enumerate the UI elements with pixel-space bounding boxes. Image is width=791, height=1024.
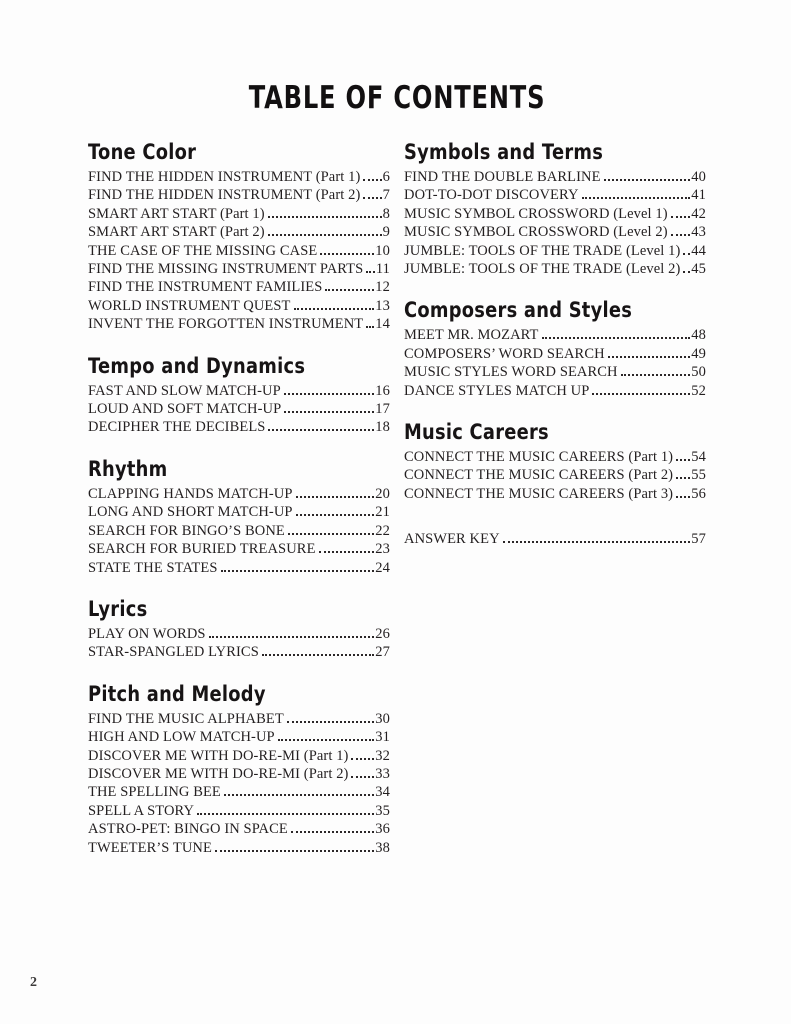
toc-entry [88, 559, 390, 577]
entry-page-number: 16 [375, 382, 390, 399]
dot-leader [209, 636, 375, 638]
toc-section [88, 353, 390, 437]
dot-leader [294, 308, 375, 310]
dot-leader [542, 337, 691, 339]
entry-page-number: 43 [691, 224, 706, 241]
toc-entry [88, 382, 390, 400]
section-heading: Music Careers [404, 420, 549, 445]
dot-leader [268, 429, 374, 431]
toc-entry [88, 400, 390, 418]
toc-entry [404, 363, 706, 381]
entry-title: TWEETER’S TUNE [88, 839, 212, 856]
dot-leader [197, 813, 374, 815]
entry-page-number: 50 [691, 364, 706, 381]
dot-leader [351, 776, 374, 778]
toc-section [88, 596, 390, 662]
entry-title: SEARCH FOR BURIED TREASURE [88, 541, 316, 558]
entry-title: STAR-SPANGLED LYRICS [88, 644, 259, 661]
entry-title: DECIPHER THE DECIBELS [88, 419, 266, 436]
toc-entry [404, 382, 706, 400]
entry-title: COMPOSERS’ WORD SEARCH [404, 345, 605, 362]
toc-entry [404, 186, 706, 204]
entry-title: CONNECT THE MUSIC CAREERS (Part 1) [404, 449, 674, 466]
dot-leader [278, 739, 375, 741]
entry-title: THE CASE OF THE MISSING CASE [88, 242, 318, 259]
section-heading: Symbols and Terms [404, 140, 604, 164]
dot-leader [621, 374, 691, 376]
toc-entry [88, 186, 390, 204]
entry-page-number: 34 [375, 784, 390, 801]
toc-entry [88, 485, 390, 503]
toc-entry [88, 315, 390, 333]
entry-title: FIND THE HIDDEN INSTRUMENT (Part 2) [88, 187, 361, 204]
toc-entry [404, 168, 706, 186]
section-heading: Tempo and Dynamics [88, 353, 306, 378]
toc-entry [88, 710, 390, 728]
toc-entry [88, 747, 390, 765]
dot-leader [284, 393, 375, 395]
toc-section [88, 681, 390, 857]
entry-page-number: 24 [375, 559, 390, 576]
entry-title: DANCE STYLES MATCH UP [404, 382, 590, 399]
dot-leader [268, 216, 382, 218]
entry-title: CONNECT THE MUSIC CAREERS (Part 3) [404, 485, 674, 502]
toc-entry [88, 503, 390, 521]
entry-title: DISCOVER ME WITH DO-RE-MI (Part 2) [88, 765, 349, 782]
entry-page-number: 7 [382, 187, 390, 204]
toc-entry [88, 643, 390, 661]
entry-page-number: 21 [375, 504, 390, 521]
dot-leader [296, 496, 375, 498]
entry-title: HIGH AND LOW MATCH-UP [88, 729, 275, 746]
entry-page-number: 54 [691, 449, 706, 466]
entry-page-number: 27 [375, 644, 390, 661]
entry-page-number: 11 [375, 261, 390, 278]
page-title: TABLE OF CONTENTS [248, 80, 546, 116]
entry-page-number: 8 [382, 205, 390, 222]
entry-title: FIND THE MUSIC ALPHABET [88, 710, 284, 727]
entry-page-number: 33 [375, 765, 390, 782]
dot-leader [268, 234, 382, 236]
toc-entry [404, 345, 706, 363]
dot-leader [366, 271, 375, 273]
toc-entry [404, 326, 706, 344]
dot-leader [291, 831, 374, 833]
toc-entry [88, 418, 390, 436]
entry-title: LONG AND SHORT MATCH-UP [88, 504, 293, 521]
entry-page-number: 9 [382, 224, 390, 241]
toc-section [404, 139, 706, 278]
dot-leader [503, 541, 691, 543]
toc-entry [404, 205, 706, 223]
dot-leader [296, 514, 375, 516]
section-heading: Pitch and Melody [88, 681, 266, 706]
toc-entry [88, 765, 390, 783]
dot-leader [325, 289, 374, 291]
entry-page-number: 20 [375, 485, 390, 502]
toc-section [88, 456, 390, 577]
entry-page-number: 12 [375, 279, 390, 296]
dot-leader [320, 253, 374, 255]
dot-leader [284, 411, 374, 413]
toc-section [404, 419, 706, 503]
toc-entry [404, 242, 706, 260]
dot-leader [288, 533, 374, 535]
entry-title: INVENT THE FORGOTTEN INSTRUMENT [88, 316, 364, 333]
entry-page-number: 18 [375, 419, 390, 436]
dot-leader [224, 794, 374, 796]
dot-leader [366, 326, 374, 328]
entry-title: FIND THE DOUBLE BARLINE [404, 169, 601, 185]
toc-entry [88, 260, 390, 278]
dot-leader [683, 271, 690, 273]
entry-title: FAST AND SLOW MATCH-UP [88, 382, 281, 399]
section-heading: Composers and Styles [404, 298, 633, 323]
toc-entry [404, 485, 706, 503]
dot-leader [604, 179, 691, 181]
entry-title: FIND THE INSTRUMENT FAMILIES [88, 279, 323, 296]
toc-entry [404, 223, 706, 241]
toc-entry [404, 260, 706, 278]
entry-title: JUMBLE: TOOLS OF THE TRADE (Level 1) [404, 242, 681, 259]
entry-page-number: 14 [375, 316, 390, 333]
entry-page-number: 41 [691, 187, 706, 204]
entry-title: THE SPELLING BEE [88, 784, 221, 801]
entry-page-number: 22 [375, 522, 390, 539]
dot-leader [262, 654, 374, 656]
entry-page-number: 23 [375, 541, 390, 558]
entry-page-number: 52 [691, 382, 706, 399]
entry-title: CONNECT THE MUSIC CAREERS (Part 2) [404, 467, 674, 484]
dot-leader [582, 197, 691, 199]
toc-entry [88, 242, 390, 260]
entry-title: ANSWER KEY [404, 531, 500, 548]
section-heading: Lyrics [88, 596, 148, 621]
entry-title: JUMBLE: TOOLS OF THE TRADE (Level 2) [404, 261, 681, 278]
toc-entry [88, 728, 390, 746]
entry-page-number: 31 [375, 729, 390, 746]
entry-title: ASTRO-PET: BINGO IN SPACE [88, 821, 288, 838]
entry-page-number: 32 [375, 747, 390, 764]
entry-title: SPELL A STORY [88, 802, 195, 819]
entry-page-number: 57 [691, 531, 706, 548]
entry-page-number: 45 [691, 261, 706, 278]
toc-entry [88, 223, 390, 241]
toc-entry [88, 540, 390, 558]
entry-title: SMART ART START (Part 2) [88, 224, 265, 241]
toc-entry [404, 448, 706, 466]
section-heading: Rhythm [88, 456, 168, 481]
entry-title: MUSIC STYLES WORD SEARCH [404, 364, 618, 381]
entry-page-number: 36 [375, 821, 390, 838]
entry-page-number: 40 [691, 169, 706, 185]
entry-title: DISCOVER ME WITH DO-RE-MI (Part 1) [88, 747, 349, 764]
entry-page-number: 35 [375, 802, 390, 819]
toc-column-left [88, 139, 390, 857]
dot-leader [676, 477, 690, 479]
toc-entry [88, 839, 390, 857]
dot-leader [319, 551, 375, 553]
dot-leader [363, 179, 381, 181]
toc-columns [88, 139, 706, 857]
page-number: 2 [30, 975, 37, 990]
entry-page-number: 49 [691, 345, 706, 362]
entry-title: FIND THE MISSING INSTRUMENT PARTS [88, 261, 364, 278]
dot-leader [287, 721, 375, 723]
entry-page-number: 10 [375, 242, 390, 259]
toc-entry [88, 802, 390, 820]
entry-title: MUSIC SYMBOL CROSSWORD (Level 1) [404, 205, 668, 222]
entry-title: MUSIC SYMBOL CROSSWORD (Level 2) [404, 224, 668, 241]
toc-section [88, 139, 390, 334]
dot-leader [676, 496, 690, 498]
dot-leader [592, 393, 690, 395]
entry-title: PLAY ON WORDS [88, 625, 206, 642]
entry-page-number: 56 [691, 485, 706, 502]
dot-leader [671, 216, 691, 218]
toc-section [404, 530, 706, 548]
dot-leader [608, 356, 691, 358]
dot-leader [676, 459, 690, 461]
dot-leader [215, 850, 374, 852]
entry-title: SEARCH FOR BINGO’S BONE [88, 522, 285, 539]
toc-entry [88, 783, 390, 801]
toc-entry [88, 820, 390, 838]
entry-page-number: 13 [375, 297, 390, 314]
entry-page-number: 6 [382, 169, 390, 185]
toc-entry [404, 466, 706, 484]
entry-page-number: 44 [691, 242, 706, 259]
entry-title: LOUD AND SOFT MATCH-UP [88, 401, 282, 418]
dot-leader [671, 234, 691, 236]
toc-section [404, 297, 706, 400]
toc-entry [88, 297, 390, 315]
entry-title: MEET MR. MOZART [404, 327, 539, 344]
entry-page-number: 42 [691, 205, 706, 222]
toc-column-right [404, 139, 706, 857]
entry-title: FIND THE HIDDEN INSTRUMENT (Part 1) [88, 169, 361, 185]
toc-entry [88, 522, 390, 540]
dot-leader [683, 253, 690, 255]
entry-page-number: 30 [375, 710, 390, 727]
entry-title: SMART ART START (Part 1) [88, 205, 265, 222]
entry-page-number: 55 [691, 467, 706, 484]
dot-leader [351, 758, 374, 760]
toc-entry [88, 625, 390, 643]
entry-page-number: 26 [375, 625, 390, 642]
toc-entry [88, 168, 390, 186]
entry-page-number: 48 [691, 327, 706, 344]
entry-title: DOT-TO-DOT DISCOVERY [404, 187, 579, 204]
entry-page-number: 38 [375, 839, 390, 856]
entry-page-number: 17 [375, 401, 390, 418]
toc-entry [88, 278, 390, 296]
toc-entry [88, 205, 390, 223]
toc-entry [404, 530, 706, 548]
section-heading: Tone Color [88, 140, 197, 164]
entry-title: WORLD INSTRUMENT QUEST [88, 297, 291, 314]
dot-leader [221, 570, 375, 572]
dot-leader [363, 197, 381, 199]
entry-title: CLAPPING HANDS MATCH-UP [88, 485, 293, 502]
entry-title: STATE THE STATES [88, 559, 218, 576]
